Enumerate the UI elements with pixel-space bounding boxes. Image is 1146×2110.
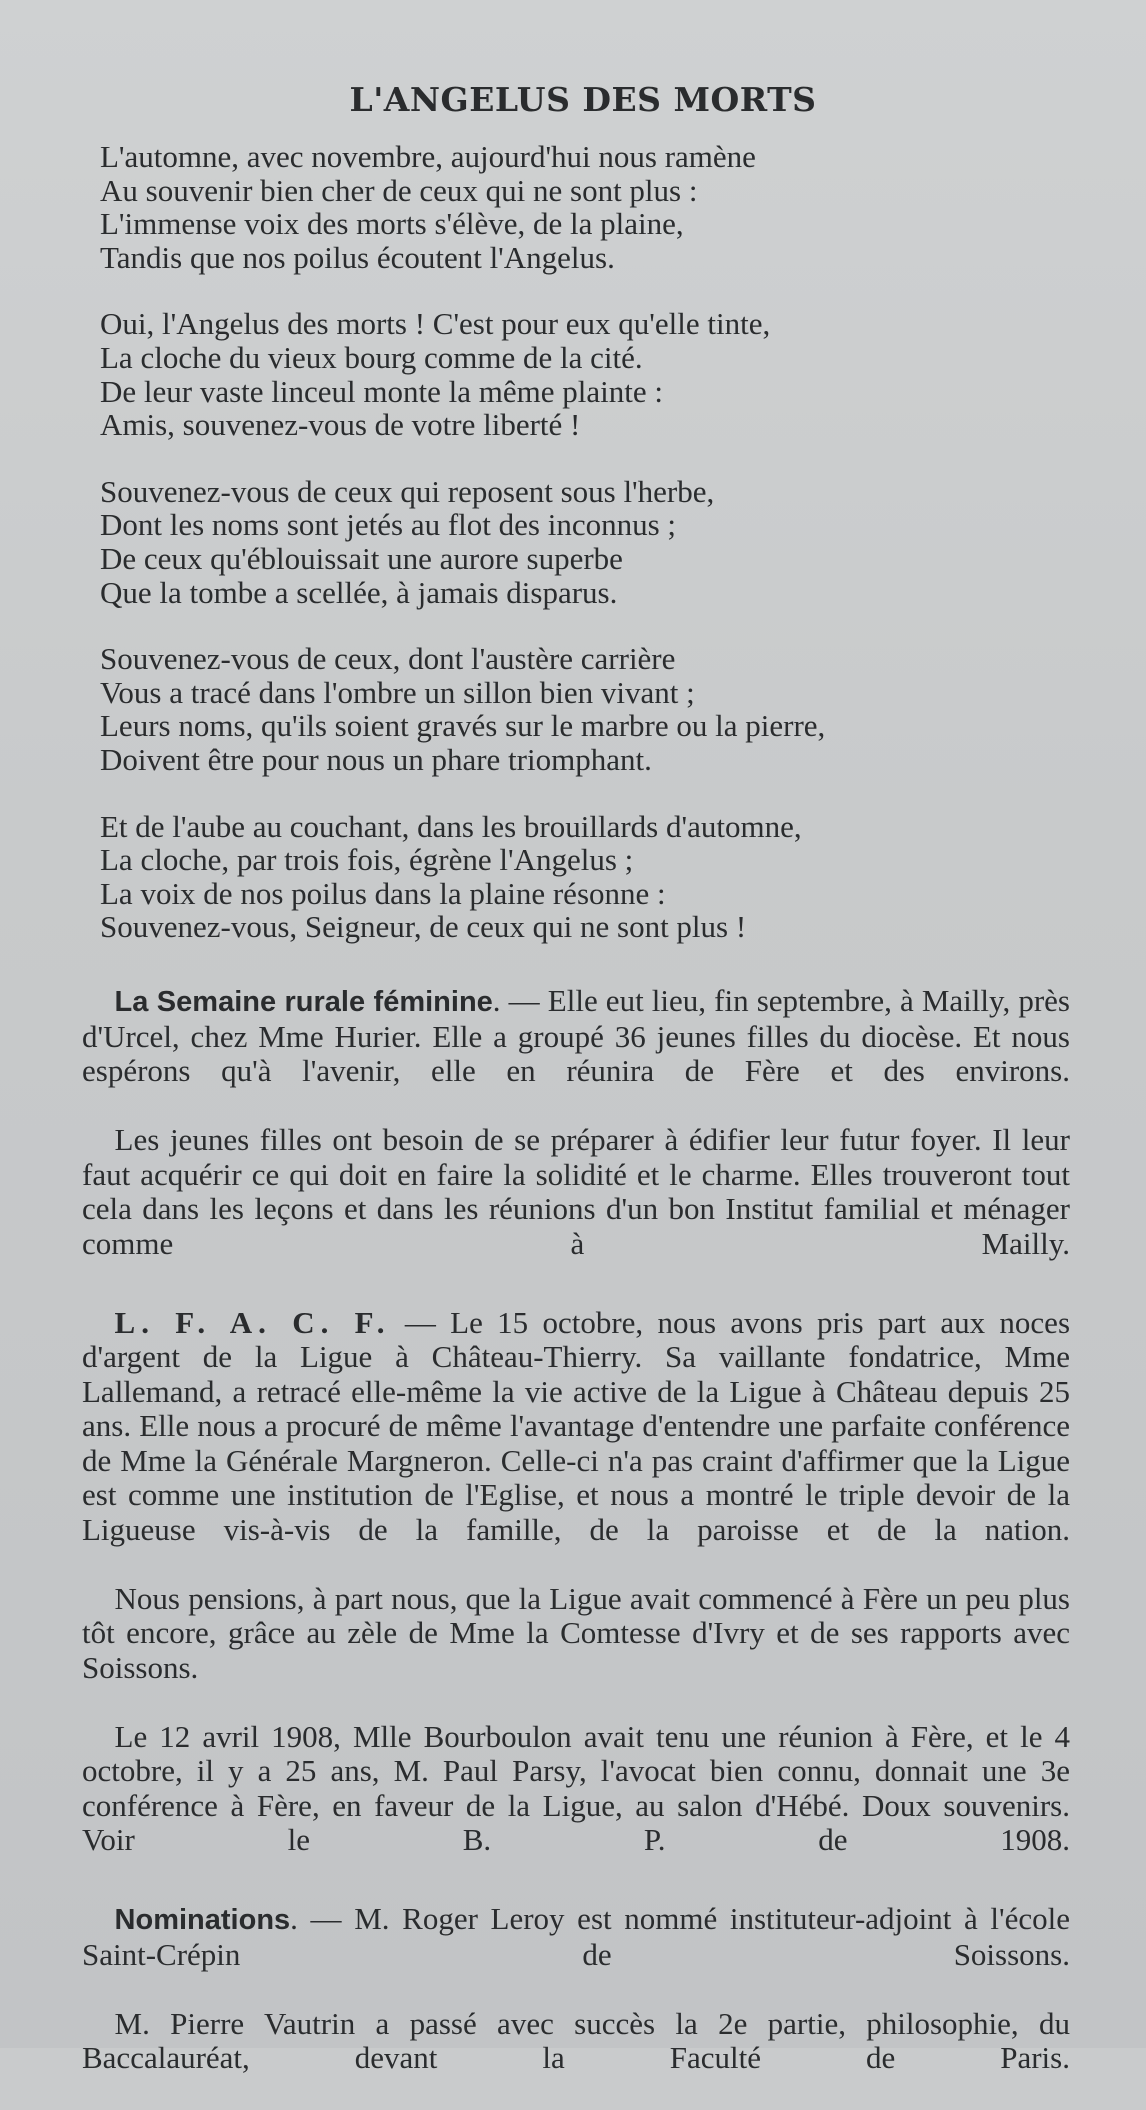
paragraph	[82, 984, 1070, 1123]
paragraph-text: Le 12 avril 1908, Mlle Bourboulon avait tenu une réunion à Fère, et le 4 octobre, il y a 25 ans, M. Paul Parsy, l'avocat bien connu, donnait une 3e conférence à Fère, en faveur de la Ligue, au salon d'Hébé. Doux souvenirs. Voir le B. P. de 1908.	[82, 1719, 1070, 1858]
paragraph	[82, 1720, 1070, 1893]
paragraph-text: — Le 15 octobre, nous avons pris part aux noces d'argent de la Ligue à Château-Thierry. Sa vaillante fondatrice, Mme Lallemand, a retracé elle-même la vie active de la Ligue à Château depuis 25 ans. Elle nous a procuré de même l'avantage d'entendre une parfaite conférence de Mme la Générale Margneron. Celle-ci n'a pas craint d'affirmer que la Ligue est comme une institution de l'Eglise, et nous a montré le triple devoir de la Ligueuse vis-à-vis de la famille, de la paroisse et de la nation.	[82, 1305, 1070, 1547]
paragraph-text: . — Elle eut lieu, fin septembre, à Mailly, près d'Urcel, chez Mme Hurier. Elle a groupé 36 jeunes filles du diocèse. Et nous espérons qu'à l'avenir, elle en réunira de Fère et des environs.	[82, 983, 1070, 1088]
paragraph	[82, 2007, 1070, 2110]
poem-line: Que la tombe a scellée, à jamais disparus.	[100, 576, 1020, 610]
paragraph-text: M. Pierre Vautrin a passé avec succès la 2e partie, philosophie, du Baccalauréat, devant la Faculté de Paris.	[82, 2006, 1070, 2076]
poem-line: Souvenez-vous de ceux, dont l'austère carrière	[100, 642, 1020, 676]
poem-stanza	[100, 307, 1020, 441]
poem-stanza	[100, 140, 1020, 274]
poem	[100, 140, 1020, 944]
poem-line: Dont les noms sont jetés au flot des inconnus ;	[100, 508, 1020, 542]
poem-line: De leur vaste linceul monte la même plainte :	[100, 375, 1020, 409]
paragraph-text: . — M. Roger Leroy est nommé instituteur-adjoint à l'école Saint-Crépin de Soissons.	[82, 1901, 1070, 1972]
paragraph-text: Les jeunes filles ont besoin de se préparer à édifier leur futur foyer. Il leur faut acquérir ce qui doit en faire la solidité et le charme. Elles trouveront tout cela dans les leçons et dans les réunions d'un bon Institut familial et ménager comme à Mailly.	[82, 1122, 1070, 1261]
poem-line: La cloche, par trois fois, égrène l'Angelus ;	[100, 843, 1020, 877]
news-section	[82, 984, 1070, 2110]
poem-line: La voix de nos poilus dans la plaine résonne :	[100, 877, 1020, 911]
poem-line: L'immense voix des morts s'élève, de la plaine,	[100, 207, 1020, 241]
poem-line: Doivent être pour nous un phare triomphant.	[100, 743, 1020, 777]
section-heading-lfacf: L. F. A. C. F.	[115, 1305, 391, 1340]
poem-line: La cloche du vieux bourg comme de la cité.	[100, 341, 1020, 375]
poem-line: Vous a tracé dans l'ombre un sillon bien vivant ;	[100, 676, 1020, 710]
paragraph	[82, 1306, 1070, 1582]
poem-line: Oui, l'Angelus des morts ! C'est pour eux qu'elle tinte,	[100, 307, 1020, 341]
poem-line: Et de l'aube au couchant, dans les brouillards d'automne,	[100, 810, 1020, 844]
poem-line: Amis, souvenez-vous de votre liberté !	[100, 408, 1020, 442]
section-heading-nominations: Nominations	[115, 1904, 291, 1936]
poem-stanza	[100, 642, 1020, 776]
poem-stanza	[100, 810, 1020, 944]
poem-line: Leurs noms, qu'ils soient gravés sur le marbre ou la pierre,	[100, 709, 1020, 743]
paragraph	[82, 1902, 1070, 2007]
poem-line: Souvenez-vous de ceux qui reposent sous l'herbe,	[100, 475, 1020, 509]
poem-line: Souvenez-vous, Seigneur, de ceux qui ne sont plus !	[100, 910, 1020, 944]
section-heading-semaine: La Semaine rurale féminine	[115, 986, 493, 1018]
poem-stanza	[100, 475, 1020, 609]
page-title: L'ANGELUS DES MORTS	[20, 80, 1146, 119]
paragraph	[82, 1582, 1070, 1720]
paragraph-text: Nous pensions, à part nous, que la Ligue avait commencé à Fère un peu plus tôt encore, grâce au zèle de Mme la Comtesse d'Ivry et de ses rapports avec Soissons.	[82, 1581, 1070, 1685]
poem-line: L'automne, avec novembre, aujourd'hui nous ramène	[100, 140, 1020, 174]
poem-line: De ceux qu'éblouissait une aurore superbe	[100, 542, 1020, 576]
poem-line: Au souvenir bien cher de ceux qui ne sont plus :	[100, 174, 1020, 208]
poem-line: Tandis que nos poilus écoutent l'Angelus.	[100, 241, 1020, 275]
paragraph	[82, 1123, 1070, 1296]
